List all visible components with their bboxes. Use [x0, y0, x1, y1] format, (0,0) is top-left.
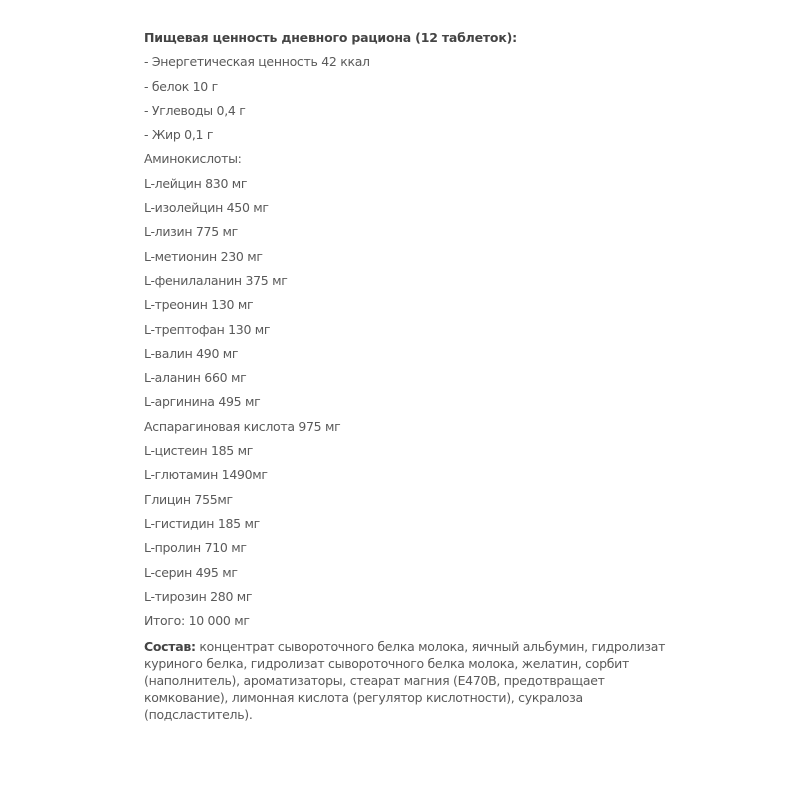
amino-acid-item: L-глютамин 1490мг — [144, 467, 268, 483]
amino-acids-total: Итого: 10 000 мг — [144, 613, 250, 629]
amino-acid-item: Аспарагиновая кислота 975 мг — [144, 418, 341, 434]
nutrition-list — [144, 52, 664, 149]
amino-acid-item: L-пролин 710 мг — [144, 540, 247, 556]
amino-acid-item: L-гистидин 185 мг — [144, 515, 260, 531]
amino-acid-item: L-тирозин 280 мг — [144, 588, 253, 604]
composition-label: Состав: — [144, 639, 196, 655]
product-description — [144, 28, 664, 723]
amino-acid-item: L-валин 490 мг — [144, 345, 239, 361]
amino-acid-item: Глицин 755мг — [144, 491, 233, 507]
nutrition-item-carbs: - Углеводы 0,4 г — [144, 102, 246, 118]
amino-acid-item: L-фенилаланин 375 мг — [144, 272, 288, 288]
amino-acid-item: L-лизин 775 мг — [144, 224, 238, 240]
amino-acid-item: L-цистеин 185 мг — [144, 443, 254, 459]
composition-text: концентрат сывороточного белка молока, яичный альбумин, гидролизат куриного белка, гидролизат сывороточного белка молока, желатин, сорбит (наполнитель), ароматизаторы, стеарат магния (E470B, предотвращает комкование), лимонная кислота (регулятор кислотности), сукралоза (подсластитель). — [144, 639, 666, 722]
amino-acid-item: L-изолейцин 450 мг — [144, 200, 269, 216]
amino-acid-item: L-серин 495 мг — [144, 564, 238, 580]
amino-acid-item: L-трептофан 130 мг — [144, 321, 271, 337]
amino-acid-item: L-метионин 230 мг — [144, 248, 263, 264]
amino-acid-item: L-аланин 660 мг — [144, 370, 247, 386]
amino-acids-title: Аминокислоты: — [144, 151, 242, 167]
nutrition-item-fat: - Жир 0,1 г — [144, 127, 214, 143]
nutrition-item-energy: - Энергетическая ценность 42 ккал — [144, 54, 370, 70]
nutrition-heading: Пищевая ценность дневного рациона (12 таблеток): — [144, 30, 517, 45]
amino-acid-item: L-треонин 130 мг — [144, 297, 254, 313]
nutrition-item-protein: - белок 10 г — [144, 78, 218, 94]
amino-acids-list — [144, 174, 664, 611]
amino-acid-item: L-аргинина 495 мг — [144, 394, 261, 410]
amino-acid-item: L-лейцин 830 мг — [144, 175, 248, 191]
composition-paragraph — [144, 639, 669, 723]
